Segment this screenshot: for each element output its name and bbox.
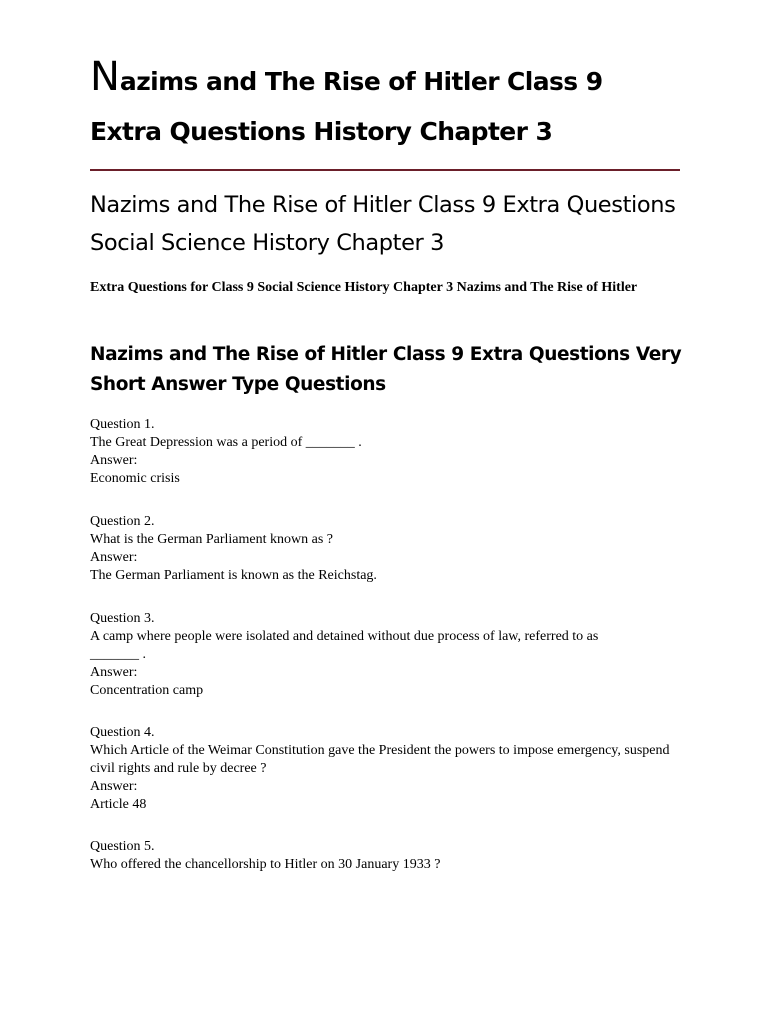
question-label: Question 3. — [90, 611, 155, 626]
question-label: Question 5. — [90, 839, 155, 854]
page-subtitle: Nazims and The Rise of Hitler Class 9 Extra Questions Social Science History Chapter 3 — [90, 192, 676, 256]
question-label: Question 1. — [90, 417, 155, 432]
answer-text: Article 48 — [90, 797, 147, 812]
title-divider — [90, 169, 680, 171]
answer-text: Concentration camp — [90, 683, 204, 698]
question-text: Who offered the chancellorship to Hitler on 30 January 1933 ? — [90, 857, 441, 872]
answer-text: The German Parliament is known as the Reichstag. — [90, 568, 377, 583]
question-block-3 — [90, 610, 650, 700]
title-first-letter: N — [90, 54, 120, 100]
answer-label: Answer: — [90, 550, 138, 565]
question-text: The Great Depression was a period of _______ . — [90, 435, 362, 450]
question-text: What is the German Parliament known as ? — [90, 532, 333, 547]
page-title — [90, 52, 690, 157]
title-line-1: azims and The Rise of Hitler Class 9 — [119, 67, 603, 96]
question-block-1 — [90, 416, 690, 488]
question-block-2 — [90, 513, 690, 585]
question-text: Which Article of the Weimar Constitution gave the President the powers to impose emergency, suspend civil rights and rule by decree ? — [90, 743, 670, 776]
question-block-5 — [90, 838, 690, 874]
intro-text: Extra Questions for Class 9 Social Science History Chapter 3 Nazims and The Rise of Hitler — [90, 280, 638, 295]
answer-label: Answer: — [90, 453, 138, 468]
answer-label: Answer: — [90, 779, 138, 794]
title-line-2: Extra Questions History Chapter 3 — [90, 117, 553, 146]
question-text: A camp where people were isolated and detained without due process of law, referred to as _______ . — [90, 629, 599, 662]
question-label: Question 4. — [90, 725, 155, 740]
answer-label: Answer: — [90, 665, 138, 680]
answer-text: Economic crisis — [90, 471, 180, 486]
section-heading: Nazims and The Rise of Hitler Class 9 Extra Questions Very Short Answer Type Questions — [90, 344, 682, 395]
question-block-4 — [90, 724, 675, 814]
question-label: Question 2. — [90, 514, 155, 529]
